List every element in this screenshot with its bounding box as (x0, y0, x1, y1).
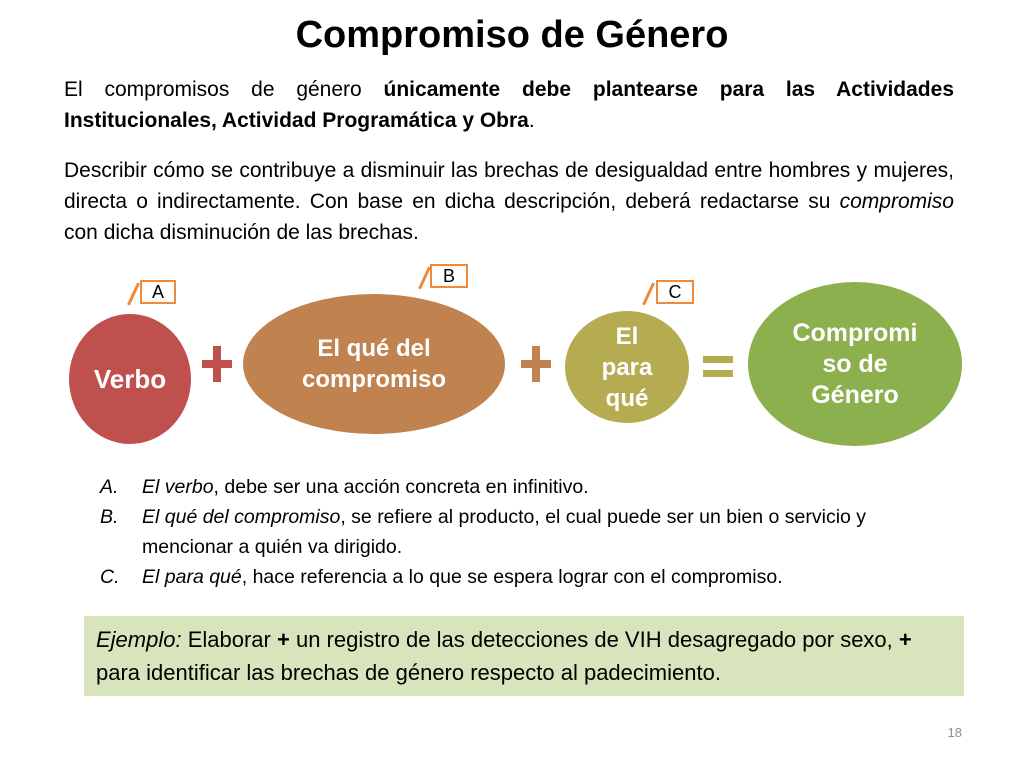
list-marker: B. (100, 506, 119, 528)
verbo-oval (69, 314, 191, 444)
tag-b-pointer (418, 266, 431, 289)
example-plus: + (898, 627, 912, 652)
tag-b: B (430, 264, 468, 288)
tag-a: A (140, 280, 176, 304)
para-label-line1: El (615, 322, 639, 350)
para-que-oval (565, 311, 689, 423)
list-marker: A. (100, 476, 119, 498)
list-marker: C. (100, 566, 120, 588)
paragraph-scope-text: El compromisos de género (64, 78, 384, 101)
plus-icon (521, 346, 551, 382)
comp-label-line2: so de (822, 349, 888, 378)
example-text: para identificar las brechas de género respecto al padecimiento. (96, 660, 721, 685)
example-text: un registro de las detecciones de VIH desagregado por sexo, (289, 627, 899, 652)
list-definition: , hace referencia a lo que se espera lograr con el compromiso. (241, 566, 783, 588)
list-term: El verbo (142, 476, 214, 498)
example-text: Elaborar (181, 627, 277, 652)
paragraph-description-end: con dicha disminución de las brechas. (64, 221, 419, 244)
list-definition: , debe ser una acción concreta en infinitivo. (213, 476, 589, 498)
list-item (100, 562, 920, 592)
formula-diagram (0, 258, 1024, 458)
compromiso-de-genero-oval (748, 282, 962, 446)
para-label-line2: para (601, 353, 653, 381)
que-del-compromiso-oval (243, 294, 505, 434)
comp-label-line3: Género (811, 380, 899, 409)
tag-a-pointer (127, 282, 140, 305)
plus-icon (202, 346, 232, 382)
list-term: El para qué (142, 566, 242, 588)
tag-c-pointer (642, 282, 655, 305)
list-item (100, 472, 920, 502)
paragraph-scope-end: . (528, 109, 535, 132)
paragraph-scope (64, 74, 954, 136)
example-label: Ejemplo: (96, 627, 182, 652)
example-plus: + (276, 627, 290, 652)
paragraph-description (64, 155, 954, 248)
que-label-line1: El qué del (317, 335, 431, 362)
tag-c: C (656, 280, 694, 304)
example-box (84, 616, 964, 696)
paragraph-description-text: Describir cómo se contribuye a disminuir las brechas de desigualdad entre hombres y mujeres, directa o indirectamente. Con base en dicha descripción, deberá redactarse su (64, 159, 954, 213)
paragraph-description-italic: compromiso (839, 190, 954, 213)
que-label-line2: compromiso (301, 366, 447, 393)
definitions-list (100, 472, 920, 592)
verbo-label: Verbo (93, 363, 167, 394)
page-number: 18 (947, 725, 962, 740)
slide-title: Compromiso de Género (295, 14, 729, 56)
list-item (100, 502, 920, 562)
paragraph-scope-bold: únicamente debe plantearse para las Actividades Institucionales, Actividad Programática y Obra (64, 78, 954, 132)
para-label-line3: qué (605, 384, 649, 412)
comp-label-line1: Compromi (792, 318, 918, 347)
list-term: El qué del compromiso (142, 506, 341, 528)
equals-icon (703, 356, 733, 380)
list-definition: , se refiere al producto, el cual puede ser un bien o servicio y mencionar a quién va dirigido. (142, 506, 867, 558)
